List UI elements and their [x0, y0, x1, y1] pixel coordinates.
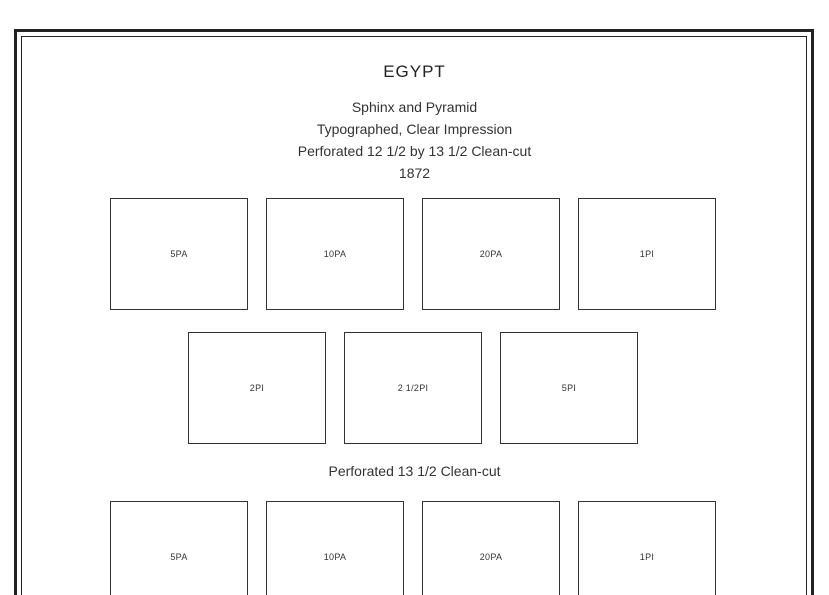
stamp-denomination: 5PI — [561, 383, 577, 393]
stamp-denomination: 10PA — [323, 249, 347, 259]
stamp-denomination: 20PA — [479, 552, 503, 562]
stamp-denomination: 5PA — [170, 552, 188, 562]
stamp-box — [188, 332, 326, 444]
stamp-box — [266, 198, 404, 310]
stamp-denomination: 20PA — [479, 249, 503, 259]
stamp-denomination: 1PI — [639, 552, 655, 562]
stamp-box — [266, 501, 404, 595]
stamp-box — [110, 198, 248, 310]
stamp-denomination: 10PA — [323, 552, 347, 562]
subtitle-line-3: Perforated 12 1/2 by 13 1/2 Clean-cut — [297, 143, 532, 159]
stamp-denomination: 5PA — [170, 249, 188, 259]
stamp-box — [578, 198, 716, 310]
stamp-box — [422, 501, 560, 595]
stamp-denomination: 2 1/2PI — [397, 383, 429, 393]
year-label: 1872 — [398, 165, 431, 181]
section-heading: Perforated 13 1/2 Clean-cut — [328, 463, 501, 479]
stamp-box — [422, 198, 560, 310]
subtitle-line-1: Sphinx and Pyramid — [351, 99, 478, 115]
page-title: EGYPT — [383, 62, 446, 81]
stamp-box — [344, 332, 482, 444]
subtitle-line-2: Typographed, Clear Impression — [316, 121, 513, 137]
stamp-box — [110, 501, 248, 595]
stamp-denomination: 2PI — [249, 383, 265, 393]
stamp-box — [500, 332, 638, 444]
stamp-box — [578, 501, 716, 595]
stamp-denomination: 1PI — [639, 249, 655, 259]
